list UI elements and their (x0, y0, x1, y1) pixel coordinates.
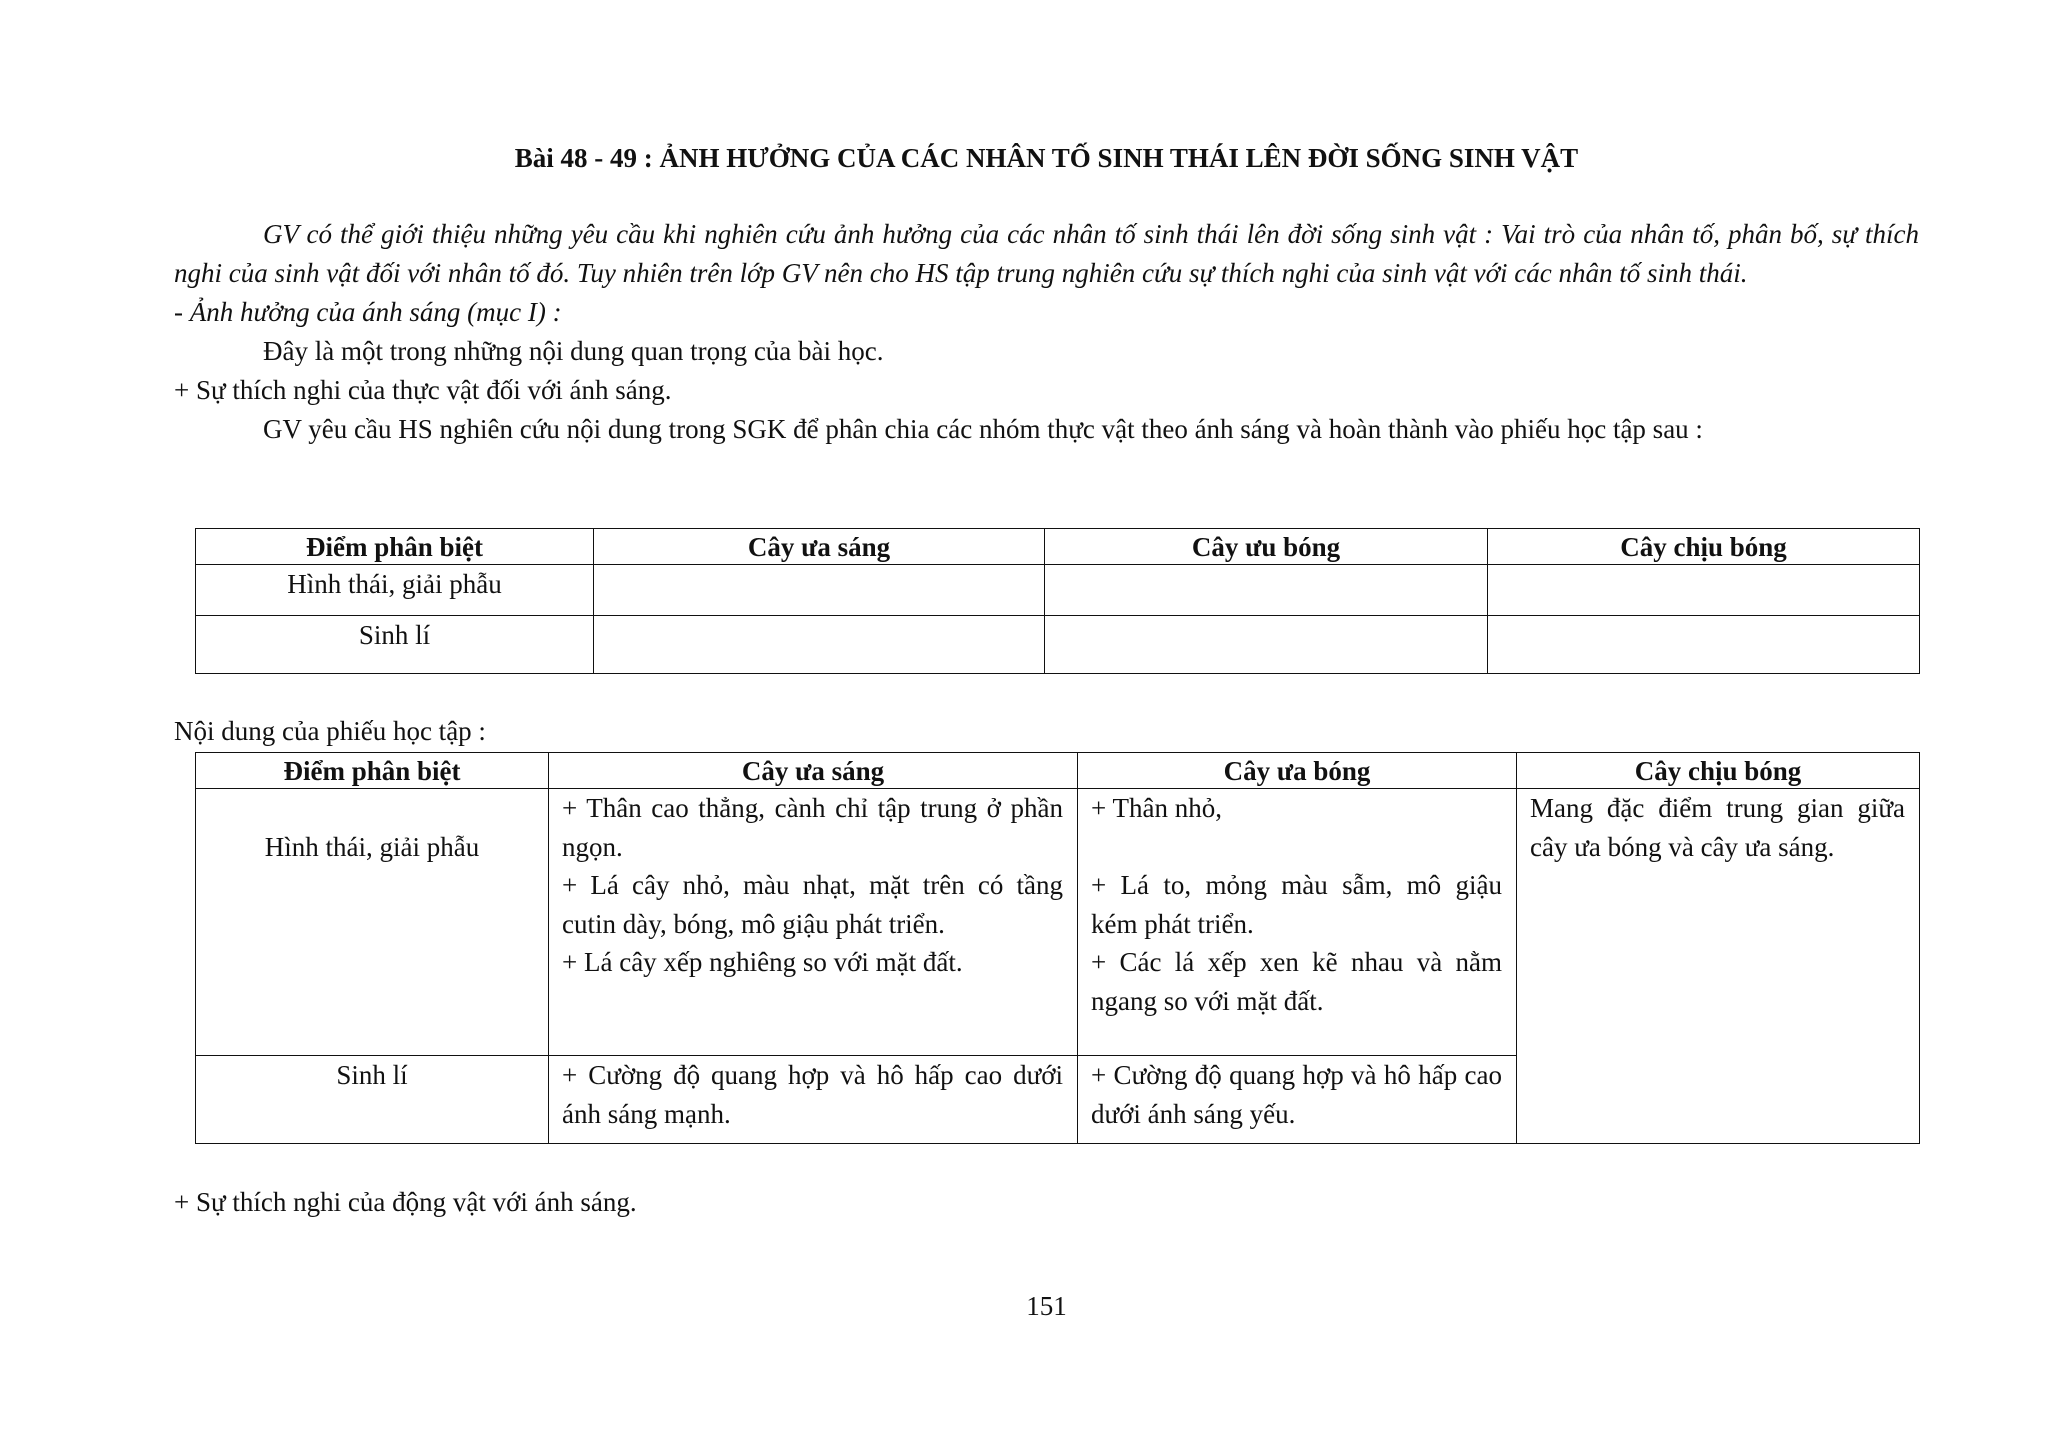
worksheet-row-morphology (196, 565, 1920, 616)
header-shade-plants: Cây ưa bóng (1078, 753, 1517, 789)
answers-header-row (196, 753, 1920, 789)
sun-morphology-item: + Lá cây xếp nghiêng so với mặt đất. (562, 947, 963, 977)
sun-morphology-cell (549, 789, 1078, 1056)
empty-cell (1488, 616, 1920, 674)
shade-morphology-cell (1078, 789, 1517, 1056)
row-label-morphology: Hình thái, giải phẫu (196, 789, 549, 1056)
empty-cell (1045, 616, 1488, 674)
page-title: Bài 48 - 49 : ẢNH HƯỞNG CỦA CÁC NHÂN TỐ SINH THÁI LÊN ĐỜI SỐNG SINH VẬT (514, 143, 1579, 173)
sun-physiology-item: + Cường độ quang hợp và hô hấp cao dưới ánh sáng mạnh. (562, 1060, 1063, 1129)
animal-adaptation-heading: + Sự thích nghi của động vật với ánh sáng. (174, 1187, 637, 1217)
header-criteria: Điểm phân biệt (196, 753, 549, 789)
answers-caption: Nội dung của phiếu học tập : (174, 716, 486, 746)
shade-physiology-item: + Cường độ quang hợp và hô hấp cao dưới ánh sáng yếu. (1091, 1060, 1502, 1129)
row-label-physiology: Sinh lí (196, 1056, 549, 1144)
header-shade-tolerant: Cây chịu bóng (1488, 529, 1920, 565)
worksheet-row-physiology (196, 616, 1920, 674)
page-number: 151 (1026, 1291, 1067, 1321)
sun-physiology-cell (549, 1056, 1078, 1144)
sun-morphology-item: + Thân cao thẳng, cành chỉ tập trung ở phần ngọn. (562, 793, 1063, 862)
sun-morphology-item: + Lá cây nhỏ, màu nhạt, mặt trên có tầng cutin dày, bóng, mô giậu phát triển. (562, 870, 1063, 939)
worksheet-table (195, 528, 1920, 674)
importance-note: Đây là một trong những nội dung quan trọng của bài học. (263, 336, 884, 366)
shade-morphology-item: + Lá to, mỏng màu sẫm, mô giậu kém phát triển. (1091, 870, 1502, 939)
empty-cell (594, 616, 1045, 674)
worksheet-header-row (196, 529, 1920, 565)
shade-tolerant-cell: Mang đặc điểm trung gian giữa cây ưa bóng và cây ưa sáng. (1517, 789, 1920, 1144)
header-shade-plants: Cây ưu bóng (1045, 529, 1488, 565)
header-criteria: Điểm phân biệt (196, 529, 594, 565)
empty-cell (1045, 565, 1488, 616)
instruction-text: GV yêu cầu HS nghiên cứu nội dung trong SGK để phân chia các nhóm thực vật theo ánh sáng và hoàn thành vào phiếu học tập sau : (263, 414, 1703, 444)
answers-row-morphology (196, 789, 1920, 1056)
empty-cell (1488, 565, 1920, 616)
shade-morphology-item: + Thân nhỏ, (1091, 793, 1222, 823)
shade-morphology-item: + Các lá xếp xen kẽ nhau và nằm ngang so với mặt đất. (1091, 947, 1502, 1016)
shade-physiology-cell (1078, 1056, 1517, 1144)
plant-adaptation-heading: + Sự thích nghi của thực vật đối với ánh sáng. (174, 375, 672, 405)
row-label-morphology: Hình thái, giải phẫu (196, 565, 594, 616)
header-sun-plants: Cây ưa sáng (549, 753, 1078, 789)
intro-paragraph: GV có thể giới thiệu những yêu cầu khi nghiên cứu ảnh hưởng của các nhân tố sinh thái lên đời sống sinh vật : Vai trò của nhân tố, phân bố, sự thích nghi của sinh vật đối với nhân tố đó. Tuy nhiên trên lớp GV nên cho HS tập trung nghiên cứu sự thích nghi của sinh vật với các nhân tố sinh thái. (174, 219, 1919, 288)
empty-cell (594, 565, 1045, 616)
header-sun-plants: Cây ưa sáng (594, 529, 1045, 565)
intro-section (174, 215, 1919, 449)
light-heading: - Ảnh hưởng của ánh sáng (mục I) : (174, 297, 562, 327)
header-shade-tolerant: Cây chịu bóng (1517, 753, 1920, 789)
row-label-physiology: Sinh lí (196, 616, 594, 674)
answers-table (195, 752, 1920, 1144)
